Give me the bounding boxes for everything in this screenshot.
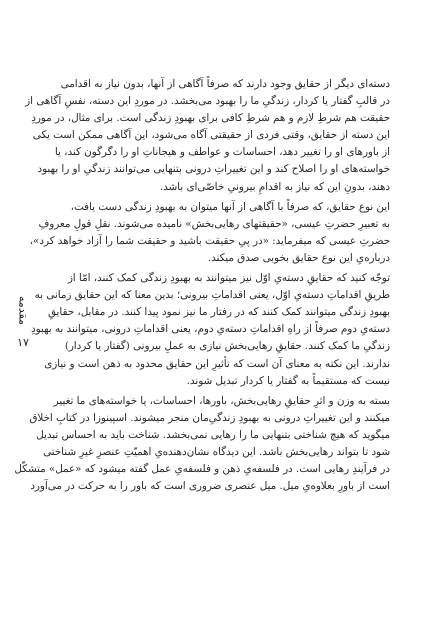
text-line: حضرتِ عیسی که میفرماید: «در پیِ حقیقت باشید و حقیقت شما را آزاد خواهد کرد»، bbox=[29, 234, 390, 247]
text-line: بسته به وزن و اثرِ حقایقِ رهایی‌بخش، باورها، احساسات، یا خواسته‌های ما تغییر bbox=[53, 394, 390, 407]
text-line: به تعبیرِ حضرتِ عیسی، «حقیقتهای رهایی‌بخش» نامیده می‌شوند. نقلِ قولِ معروفِ bbox=[38, 217, 390, 230]
text-line: در قالبِ گفتار یا کردار، زندگیِ ما را بهبود می‌بخشد. در موردِ این دسته، نفسِ آگاهی از bbox=[25, 95, 390, 108]
text-line: بهبودِ زندگی میتوانند کمک کنند که در رفتار ما نیز نمود پیدا کنند. در مقابل، حقایقِ bbox=[47, 306, 390, 319]
text-line: در فرآیندِ رهایی است. در فلسفه‌یِ ذهن و فلسفه‌یِ عمل گفته میشود که «عمل» متشکّل bbox=[14, 463, 390, 476]
text-line: دسته‌ای دیگر از حقایق وجود دارند که صرفاً آگاهی از آنها، بدون نیاز به اقدامی bbox=[60, 78, 390, 90]
text-line: نیست که مستقیماً به گفتار یا کردار تبدیل شوند. bbox=[186, 374, 390, 387]
text-line: حقیقت هم شرطِ لازم و هم شرطِ کافی برای بهبودِ زندگی است. برای مثال، در موردِ bbox=[31, 112, 390, 125]
text-line: زندگیِ ما کمک کنند. حقایقِ رهایی‌بخش نیازی به عملِ بیرونی (گفتار یا کردار) bbox=[64, 340, 390, 353]
paragraph bbox=[31, 270, 390, 390]
paragraph bbox=[29, 199, 390, 267]
text-line: دهند، بدونِ این که نیاز به اقدامِ بیرونیِ خاصّی‌ای باشد. bbox=[159, 180, 390, 193]
text-line: است از باورِ بعلاوه‌یِ میل. میل عنصری ضروری است که باور را به حرکت در می‌آورد bbox=[30, 480, 390, 493]
text-line: درباره‌یِ این نوع حقایق بخوبی صدق میکند. bbox=[207, 251, 390, 264]
text-line: ندارند. این نکته به معنای آن است که تأثیرِ این حقایق محدود به ذهن است و نیازی bbox=[44, 357, 390, 370]
page-margin-note bbox=[13, 294, 33, 349]
text-line: دسته‌یِ دوم صرفاً از راهِ اقداماتِ دسته‌یِ دوم، یعنی اقداماتِ درونی، میتوانند به بهبودِ bbox=[31, 323, 390, 336]
paragraph bbox=[25, 76, 390, 196]
text-line: میگوید که هیچ شناختی بتنهایی ما را رهایی نمی‌بخشد. شناخت باید به احساس تبدیل bbox=[36, 428, 390, 441]
text-line: این دسته از حقایق، وقتی فردی از حقیقتی آگاه می‌شود، این آگاهی ممکن است یکی bbox=[32, 129, 390, 142]
page-number: ۱۷ bbox=[17, 336, 29, 349]
text-line: شود تا بتواند رهایی‌بخش باشد. این دیدگاه نشان‌دهنده‌یِ اهمیّتِ عنصرِ غیرِ شناختی bbox=[43, 445, 390, 458]
text-line: میکنند و این تغییراتِ درونی به بهبودِ زندگیِ‌مان منجر میشوند. اسپینوزا در کتابِ اخلاق bbox=[29, 411, 390, 424]
chapter-label: مقدمه bbox=[16, 296, 30, 326]
text-line: این نوع حقایق، که صرفاً با آگاهی از آنها میتوان به بهبودِ زندگی دست یافت، bbox=[70, 200, 390, 213]
text-line: خواسته‌های او را اصلاح کند و این تغییراتِ درونی بتنهایی می‌توانند زندگیِ او را بهبود bbox=[37, 163, 390, 176]
text-line: طریقِ اقداماتِ دسته‌یِ اوّل، یعنی اقداماتِ بیرونی؛ بدین معنا که این حقایق زمانی به bbox=[34, 289, 390, 302]
text-line: از باورهای او را تغییر دهد، احساسات و عواطف و هیجاناتِ او را دگرگون کند، یا bbox=[54, 146, 390, 159]
paragraph bbox=[14, 393, 390, 496]
text-line: توجّه کنید که حقایقِ دسته‌یِ اوّل نیز میتوانند به بهبودِ زندگی کمک کنند، امّا از bbox=[67, 272, 390, 285]
